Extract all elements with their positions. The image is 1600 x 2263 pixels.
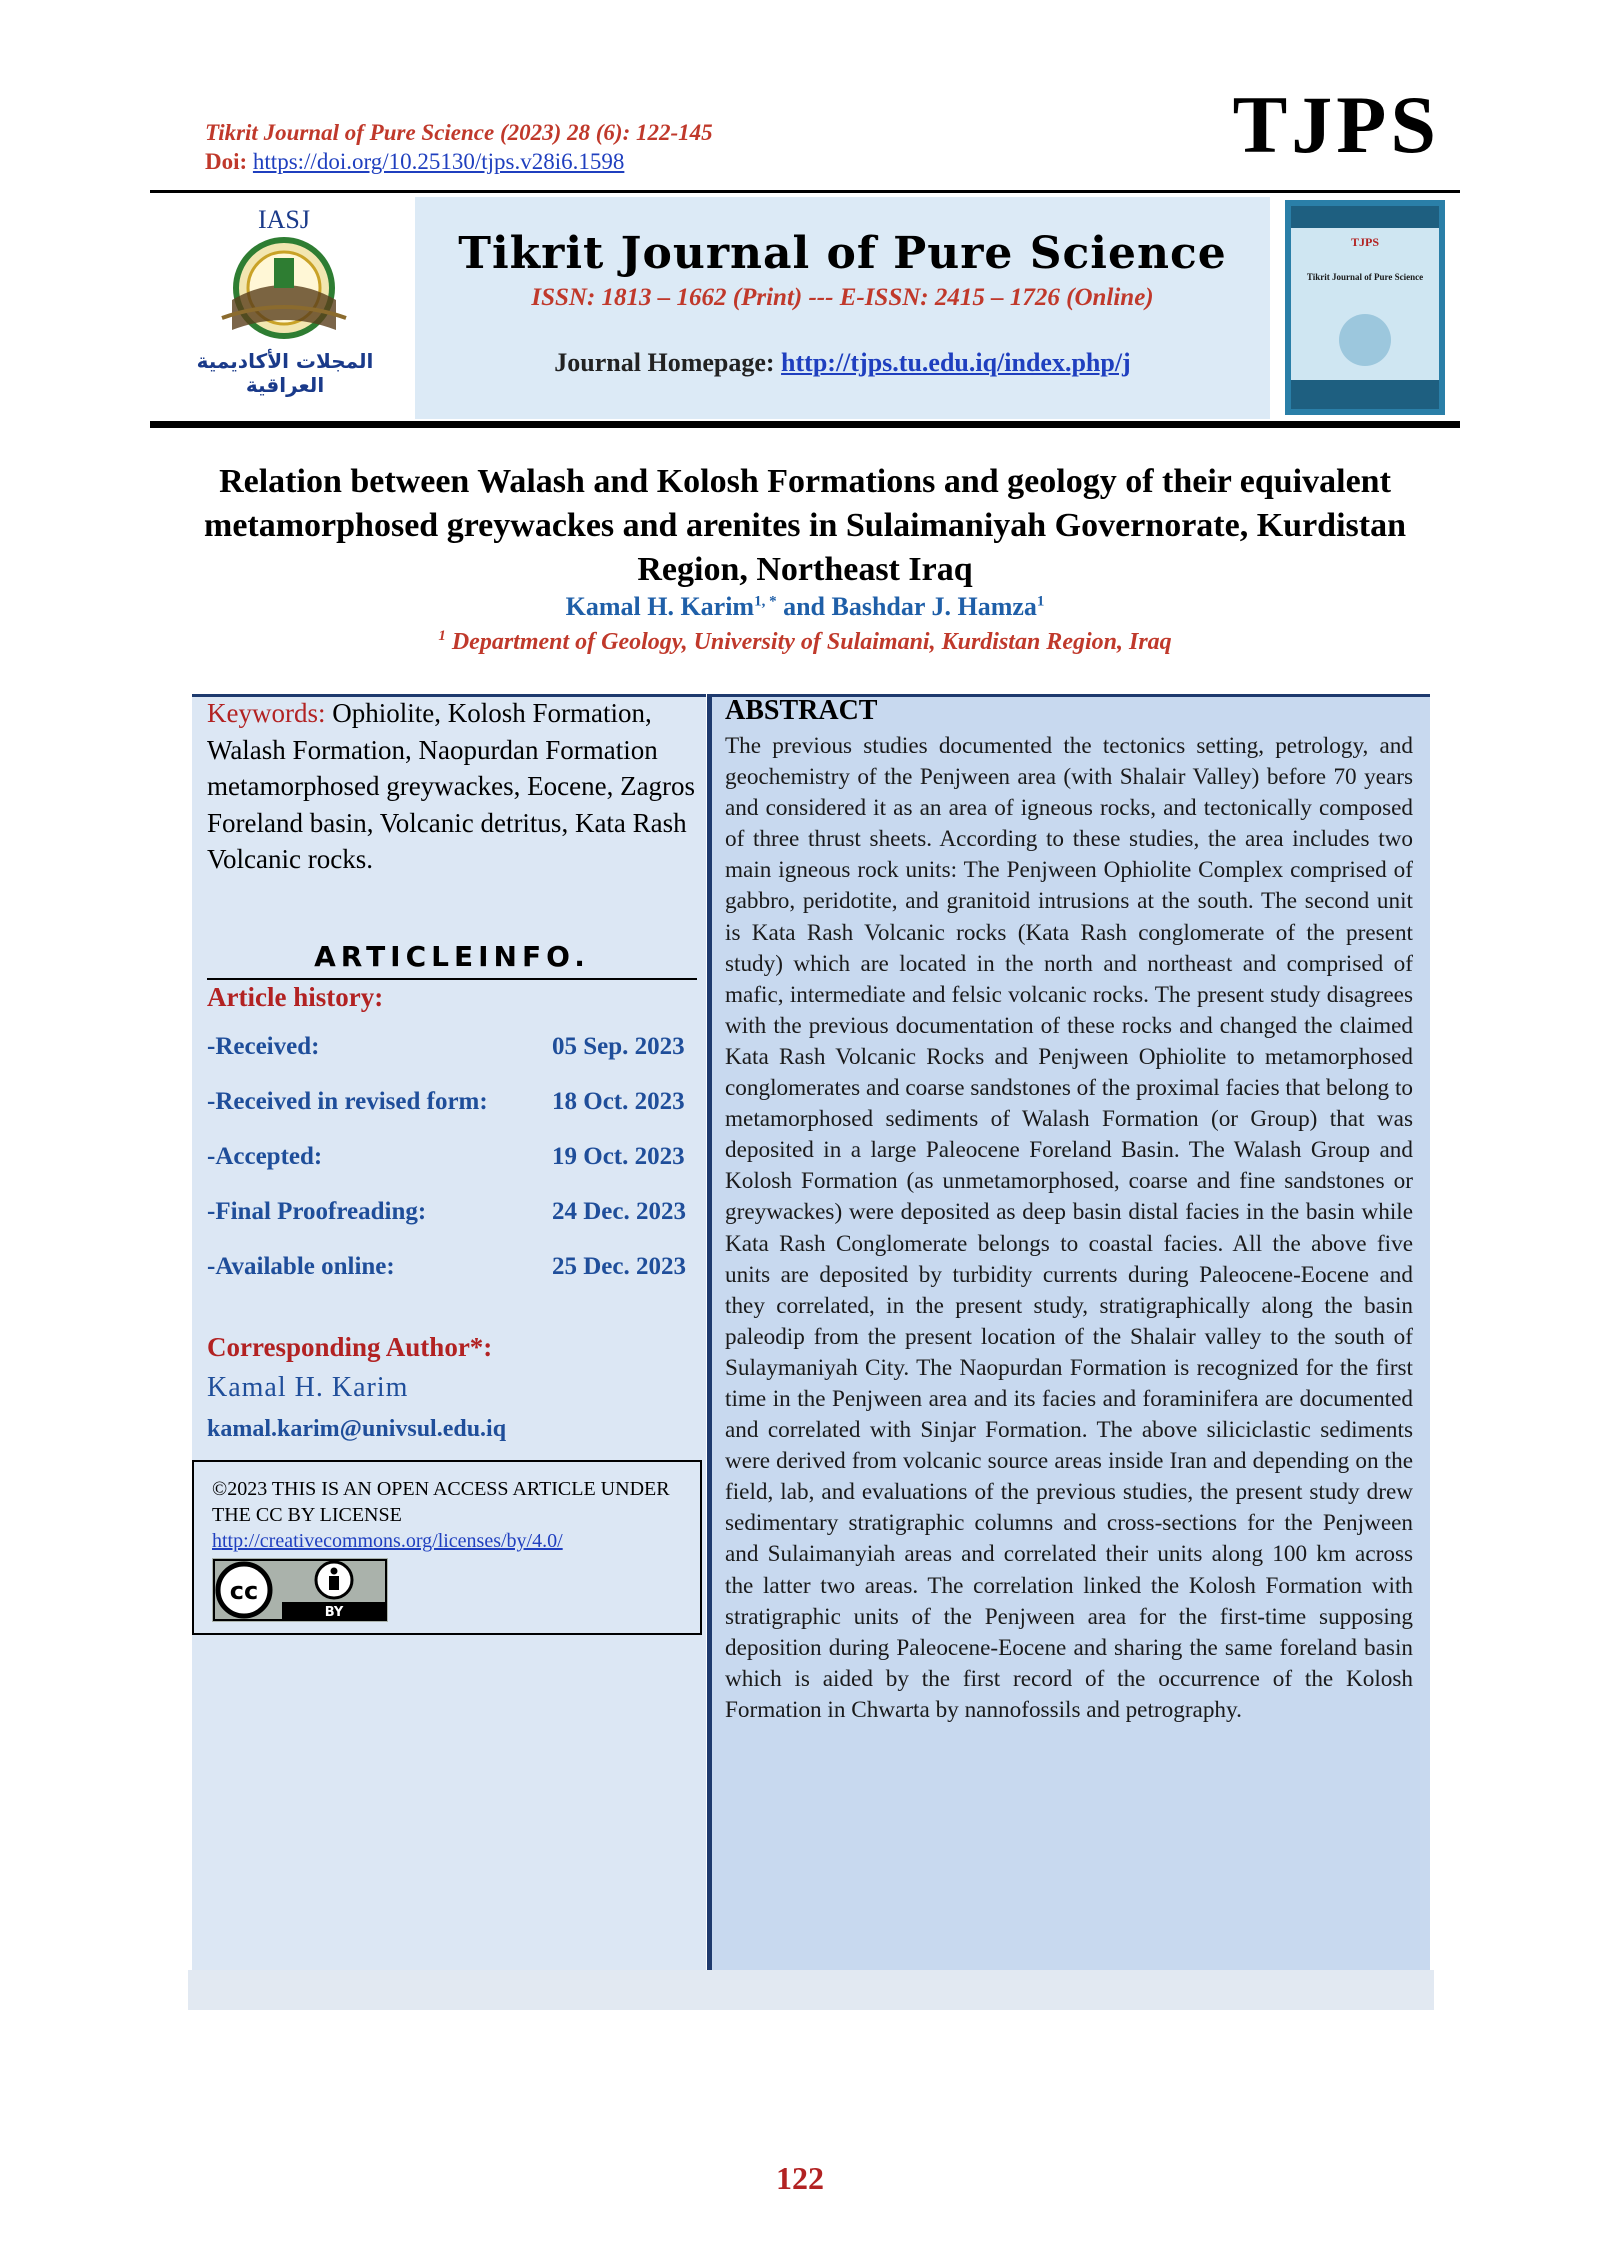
doi-link[interactable]: https://doi.org/10.25130/tjps.v28i6.1598 xyxy=(252,149,625,174)
history-row xyxy=(207,1198,697,1234)
article-history-label: Article history: xyxy=(207,982,384,1012)
author-1-sup: 1, * xyxy=(754,593,777,610)
affiliation xyxy=(160,628,1450,656)
banner-divider xyxy=(150,421,1460,428)
affiliation-text: Department of Geology, University of Sulaimani, Kurdistan Region, Iraq xyxy=(445,629,1172,655)
article-info-rule xyxy=(207,978,697,980)
homepage-label: Journal Homepage: xyxy=(554,348,775,377)
journal-homepage xyxy=(415,348,1270,378)
abstract-text: The previous studies documented the tectonics setting, petrology, and geochemistry of the Penjween area (with Shalair Valley) before 70 years and considered it as an area of igneous rocks, and tectonically composed of three thrust sheets. According to these studies, the area includes two main igneous rock units: The Penjween Ophiolite Complex comprised of gabbro, peridotite, and granitoid intrusions at the south. The second unit is Kata Rash Volcanic rocks (Kata Rash conglomerate of the present study) which are located in the north and northeast and comprised of mafic, intermediate and felsic volcanic rocks. The present study disagrees with the previous documentation of these rocks and changed the claimed Kata Rash Volcanic Rocks and Penjween Ophiolite to metamorphosed conglomerates and coarse sandstones of the proximal facies that belong to metamorphosed sediments of Walash Formation (or Group) that was deposited in a large Paleocene Foreland Basin. The Walash Group and Kolosh Formation (as unmetamorphosed, coarse and fine sandstones or greywackes) were deposited as deep basin distal facies in the basin while Kata Rash Conglomerate belongs to coastal facies. All the above five units are deposited by turbidity currents during Paleocene-Eocene and they correlated, in the present study, stratigraphically along the basin paleodip from the present location of the Shalair valley to the south of Sulaymaniyah City. The Naopurdan Formation is recognized for the first time in the Penjween area and its facies and foraminifera are documented and correlated with Sinjar Formation. The above siliciclastic sediments were derived from volcanic source areas inside Iran and depending on the field, lab, and evaluations of the previous studies, the present study drew sedimentary stratigraphic columns and cross-sections for the Penjween and Sulaimanyiah areas and correlated their units along 100 km across the latter two areas. The correlation linked the Kolosh Formation with stratigraphic units of the Penjween area for the first-time supposing deposition during Paleocene-Eocene and sharing the same foreland basin which is aided by the first record of the occurrence of the Kolosh Formation in Chwarta by nannofossils and petrography. xyxy=(725,733,1413,1723)
abstract-heading: ABSTRACT xyxy=(725,695,878,726)
citation-block xyxy=(205,118,713,176)
keywords-label: Keywords: xyxy=(207,698,326,728)
history-row xyxy=(207,1253,697,1289)
history-date: 18 Oct. 2023 xyxy=(552,1088,685,1115)
history-label: -Received: xyxy=(207,1033,320,1060)
history-row xyxy=(207,1033,697,1069)
journal-title: Tikrit Journal of Pure Science xyxy=(458,228,1227,279)
panel-divider xyxy=(707,694,712,1970)
corresponding-author-name: Kamal H. Karim xyxy=(207,1372,409,1403)
panel-footer-band xyxy=(188,1970,1434,2010)
article-info-heading: ARTICLEINFO. xyxy=(314,940,590,973)
doi-label: Doi: xyxy=(205,149,248,174)
history-date: 05 Sep. 2023 xyxy=(552,1033,685,1060)
page-number: 122 xyxy=(776,2160,824,2196)
article-title: Relation between Walash and Kolosh Formations and geology of their equivalent metamorphosed greywackes and arenites in Sulaimaniyah Governorate, Kurdistan Region, Northeast Iraq xyxy=(204,463,1406,588)
cc-by-badge-icon[interactable] xyxy=(212,1558,388,1622)
journal-cover-icon xyxy=(1285,200,1445,415)
author-2: and Bashdar J. Hamza xyxy=(776,592,1037,621)
brand-logo-text: TJPS xyxy=(1232,79,1440,170)
authors-line xyxy=(160,592,1450,622)
keywords-text: Ophiolite, Kolosh Formation, Walash Formation, Naopurdan Formation metamorphosed greywackes, Eocene, Zagros Foreland basin, Volcanic detritus, Kata Rash Volcanic rocks. xyxy=(207,698,696,874)
history-label: -Accepted: xyxy=(207,1143,323,1170)
issn-line: ISSN: 1813 – 1662 (Print) --- E-ISSN: 2415 – 1726 (Online) xyxy=(531,284,1154,311)
cc-badge-by-label: BY xyxy=(324,1605,344,1620)
history-date: 25 Dec. 2023 xyxy=(552,1253,686,1280)
journal-citation: Tikrit Journal of Pure Science (2023) 28 (6): 122-145 xyxy=(205,120,713,145)
history-label: -Final Proofreading: xyxy=(207,1198,427,1225)
corresponding-author-label: Corresponding Author*: xyxy=(207,1332,493,1362)
license-text: ©2023 THIS IS AN OPEN ACCESS ARTICLE UNDER THE CC BY LICENSE xyxy=(212,1478,670,1526)
cover-title: Tikrit Journal of Pure Science xyxy=(1306,272,1424,282)
history-row xyxy=(207,1088,697,1124)
homepage-link[interactable]: http://tjps.tu.edu.iq/index.php/j xyxy=(781,348,1131,377)
author-1: Kamal H. Karim xyxy=(565,592,755,621)
header-divider xyxy=(150,190,1460,193)
history-label: -Received in revised form: xyxy=(207,1088,488,1115)
affiliation-sup: 1 xyxy=(438,628,446,644)
history-label: -Available online: xyxy=(207,1253,395,1280)
license-link[interactable]: http://creativecommons.org/licenses/by/4.0/ xyxy=(212,1530,563,1552)
keywords xyxy=(207,695,697,878)
author-2-sup: 1 xyxy=(1036,593,1045,610)
history-date: 19 Oct. 2023 xyxy=(552,1143,685,1170)
cover-label: TJPS xyxy=(1350,235,1380,249)
iasj-label: IASJ xyxy=(257,205,311,234)
license-notice xyxy=(212,1476,692,1554)
svg-text:cc: cc xyxy=(229,1577,259,1605)
history-row xyxy=(207,1143,697,1179)
history-date: 24 Dec. 2023 xyxy=(552,1198,686,1225)
iasj-arabic-caption: المجلات الأكاديمية العراقية xyxy=(196,349,374,397)
corresponding-author-email[interactable]: kamal.karim@univsul.edu.iq xyxy=(207,1416,507,1442)
